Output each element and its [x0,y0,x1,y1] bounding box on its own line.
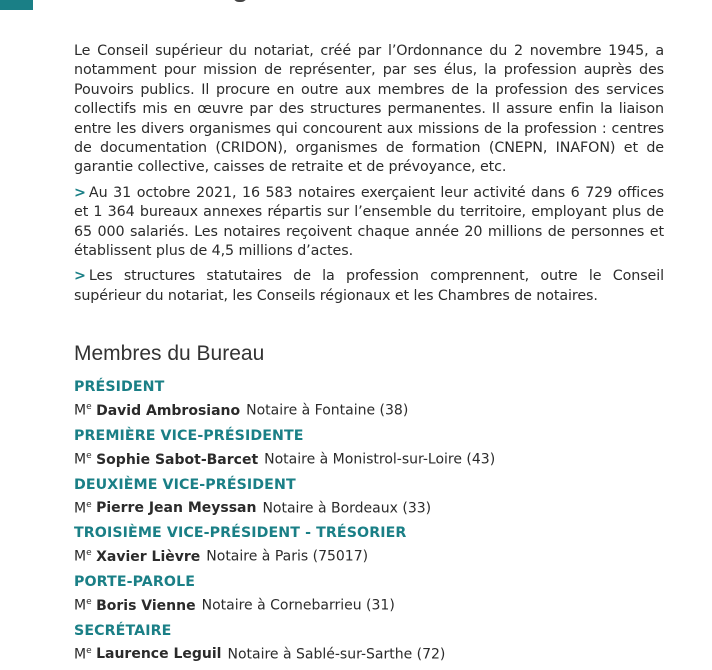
member-role: DEUXIÈME VICE-PRÉSIDENT [74,476,296,493]
member-name: Pierre Jean Meyssan [96,500,257,517]
member-role: TROISIÈME VICE-PRÉSIDENT - TRÉSORIER [74,525,407,542]
member-prefix-sup: e [86,402,92,413]
member-prefix: M [74,402,87,419]
member-prefix-sup: e [86,450,92,461]
member-name: Laurence Leguil [96,646,222,663]
member-prefix-sup: e [86,645,92,656]
member-entry [74,524,664,567]
member-detail: Notaire à Cornebarrieu (31) [201,597,395,614]
member-detail: Notaire à Bordeaux (33) [262,500,432,517]
member-prefix: M [74,646,87,663]
header-accent-bar [0,0,33,10]
member-entry [74,476,664,519]
member-role: SECRÉTAIRE [74,622,172,639]
member-entry [74,573,664,616]
member-name: David Ambrosiano [96,402,241,419]
member-person [74,446,664,470]
statistics-paragraph: > Au 31 octobre 2021, 16 583 notaires exerçaient leur activité dans 6 729 offices et 1 364 bureaux annexes répartis sur l’ensemble du territoire, employant plus de 65 000 salariés. Les notaires reçoivent chaque année 20 millions de personnes et établissent plus de 4,5 millions d’actes. [74,184,664,260]
member-person [74,543,664,567]
intro-paragraph: Le Conseil supérieur du notariat, créé par l’Ordonnance du 2 novembre 1945, a notamment pour mission de représenter, par ses élus, la profession auprès des Pouvoirs publics. Il procure en outre aux membres de la profession des services collectifs mis en œuvre par des structures permanentes. Il assure enfin la liaison entre les divers organismes qui concourent aux missions de la profession : centres de documentation (CRIDON), organismes de formation (CNEPN, INAFON) et de garantie collective, caisses de retraite et de prévoyance, etc. [74,43,664,176]
bullet-arrow-icon: > [74,184,86,201]
member-person [74,495,664,519]
member-entry [74,378,664,421]
member-person [74,592,664,616]
member-role: PORTE-PAROLE [74,573,195,590]
member-person [74,641,664,665]
member-role: PREMIÈRE VICE-PRÉSIDENTE [74,427,304,444]
member-entry [74,427,664,470]
member-person [74,397,664,421]
member-prefix: M [74,500,87,517]
member-prefix-sup: e [86,499,92,510]
member-name: Xavier Lièvre [96,548,201,565]
member-prefix-sup: e [86,596,92,607]
member-entry [74,622,664,665]
member-role: PRÉSIDENT [74,379,165,396]
cropped-heading-glyph [233,0,247,2]
member-prefix: M [74,597,87,614]
bureau-members-list [74,378,664,664]
document-body [74,42,664,670]
bullet-arrow-icon: > [74,268,86,285]
member-prefix-sup: e [86,548,92,559]
member-prefix: M [74,548,87,565]
member-name: Boris Vienne [96,597,196,614]
member-detail: Notaire à Monistrol-sur-Loire (43) [264,451,496,468]
member-detail: Notaire à Fontaine (38) [246,402,409,419]
member-detail: Notaire à Sablé-sur-Sarthe (72) [227,646,446,663]
structures-paragraph: > Les structures statutaires de la profession comprennent, outre le Conseil supérieur du notariat, les Conseils régionaux et les Chambres de notaires. [74,268,664,304]
member-detail: Notaire à Paris (75017) [206,548,369,565]
member-name: Sophie Sabot-Barcet [96,451,259,468]
bureau-section-title: Membres du Bureau [74,342,265,366]
member-prefix: M [74,451,87,468]
